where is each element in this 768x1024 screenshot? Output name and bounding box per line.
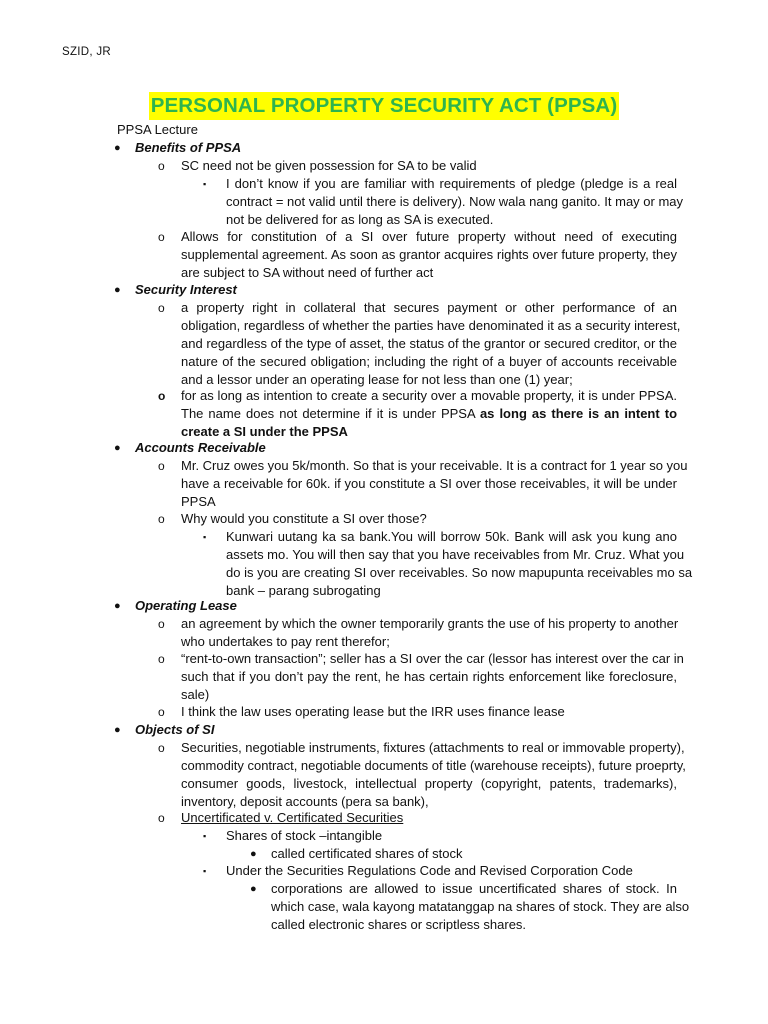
- section-heading-operating-lease: ● Operating Lease: [114, 598, 237, 613]
- square-marker: ▪: [203, 831, 207, 841]
- list-item: o Uncertificated v. Certificated Securities: [158, 810, 404, 825]
- author-header: SZID, JR: [62, 46, 112, 58]
- list-item: o “rent-to-own transaction”; seller has a SI over the car (lessor has interest over the car in such that if you don’t pay the rent, he has certain rights enforcement like foreclosure, sale): [158, 651, 684, 702]
- lecture-label: PPSA Lecture: [117, 122, 198, 137]
- list-item: o I think the law uses operating lease but the IRR uses finance lease: [158, 704, 565, 719]
- bullet-marker: ●: [114, 442, 121, 454]
- section-heading-accounts-receivable: ● Accounts Receivable: [114, 440, 266, 455]
- document-title: PERSONAL PROPERTY SECURITY ACT (PPSA): [149, 92, 620, 120]
- bullet-marker: ●: [114, 142, 121, 154]
- bullet-marker: ●: [250, 848, 257, 860]
- circle-marker: o: [158, 459, 165, 473]
- bullet-marker: ●: [250, 883, 257, 895]
- list-item: o Mr. Cruz owes you 5k/month. So that is your receivable. It is a contract for 1 year so you have a receivable for 60k. if you constitute a SI over those receivables, it will be under PPSA: [158, 458, 688, 509]
- circle-marker: o: [158, 705, 165, 719]
- square-marker: ▪: [203, 179, 207, 189]
- square-marker: ▪: [203, 532, 207, 542]
- list-item: o a property right in collateral that secures payment or other performance of an obligation, regardless of whether the parties have denominated it as a security interest, and regardless of the type of asset, the status of the grantor or secured creditor, or the nature of the secured obligation; including the right of a buyer of accounts receivable and a lessor under an operating lease for not less than one (1) year;: [158, 300, 681, 387]
- list-item: ▪ Under the Securities Regulations Code and Revised Corporation Code: [203, 863, 633, 878]
- list-item: ● called certificated shares of stock: [250, 846, 463, 861]
- list-item: ▪ Shares of stock –intangible: [203, 828, 383, 843]
- list-item: ▪ Kunwari uutang ka sa bank.You will borrow 50k. Bank will ask you kung ano assets mo. You will then say that you have receivables from Mr. Cruz. What you do is you are creating SI over receivables. So now mapupunta receivables mo sa bank – parang subrogating: [203, 529, 693, 598]
- section-heading-benefits: ● Benefits of PPSA: [114, 140, 242, 155]
- list-item: ▪ I don’t know if you are familiar with requirements of pledge (pledge is a real contract = not valid until there is delivery). Now wala nang ganito. It may or may not be delivered for as long as SA is executed.: [203, 176, 684, 227]
- circle-marker: o: [158, 301, 165, 315]
- circle-marker: o: [158, 652, 165, 666]
- section-heading-objects-of-si: ● Objects of SI: [114, 722, 215, 737]
- list-item: o an agreement by which the owner temporarily grants the use of his property to another who undertakes to pay rent therefor;: [158, 616, 679, 649]
- square-marker: ▪: [203, 866, 207, 876]
- circle-marker: o: [158, 741, 165, 755]
- list-item: ● corporations are allowed to issue uncertificated shares of stock. In which case, wala kayong matatanggap na shares of stock. They are also called electronic shares or scriptless shares.: [250, 881, 690, 932]
- title-container: [0, 92, 768, 120]
- circle-marker: o: [158, 617, 165, 631]
- circle-marker: o: [158, 159, 165, 173]
- list-item: o Why would you constitute a SI over those?: [158, 511, 427, 526]
- list-item: o Securities, negotiable instruments, fixtures (attachments to real or immovable property), commodity contract, negotiable documents of title (warehouse receipts), future proeprty, consumer goods, livestock, intellectual property (copyright, patents, trademarks), inventory, deposit accounts (pera sa bank),: [158, 740, 686, 809]
- circle-marker: o: [158, 512, 165, 526]
- circle-marker: o: [158, 230, 165, 244]
- bullet-marker: ●: [114, 724, 121, 736]
- bullet-marker: ●: [114, 600, 121, 612]
- bullet-marker: ●: [114, 284, 121, 296]
- section-heading-security-interest: ● Security Interest: [114, 282, 237, 297]
- list-item: o Allows for constitution of a SI over future property without need of executing supplemental agreement. As soon as grantor acquires rights over future property, they are subject to SA without need of further act: [158, 229, 677, 280]
- circle-marker: o: [158, 389, 166, 403]
- list-item: o SC need not be given possession for SA to be valid: [158, 158, 477, 173]
- list-item: o for as long as intention to create a security over a movable property, it is under PPSA. The name does not determine if it is under PPSA as long as there is an intent to create a SI under the PPSA: [158, 388, 678, 439]
- circle-marker: o: [158, 811, 165, 825]
